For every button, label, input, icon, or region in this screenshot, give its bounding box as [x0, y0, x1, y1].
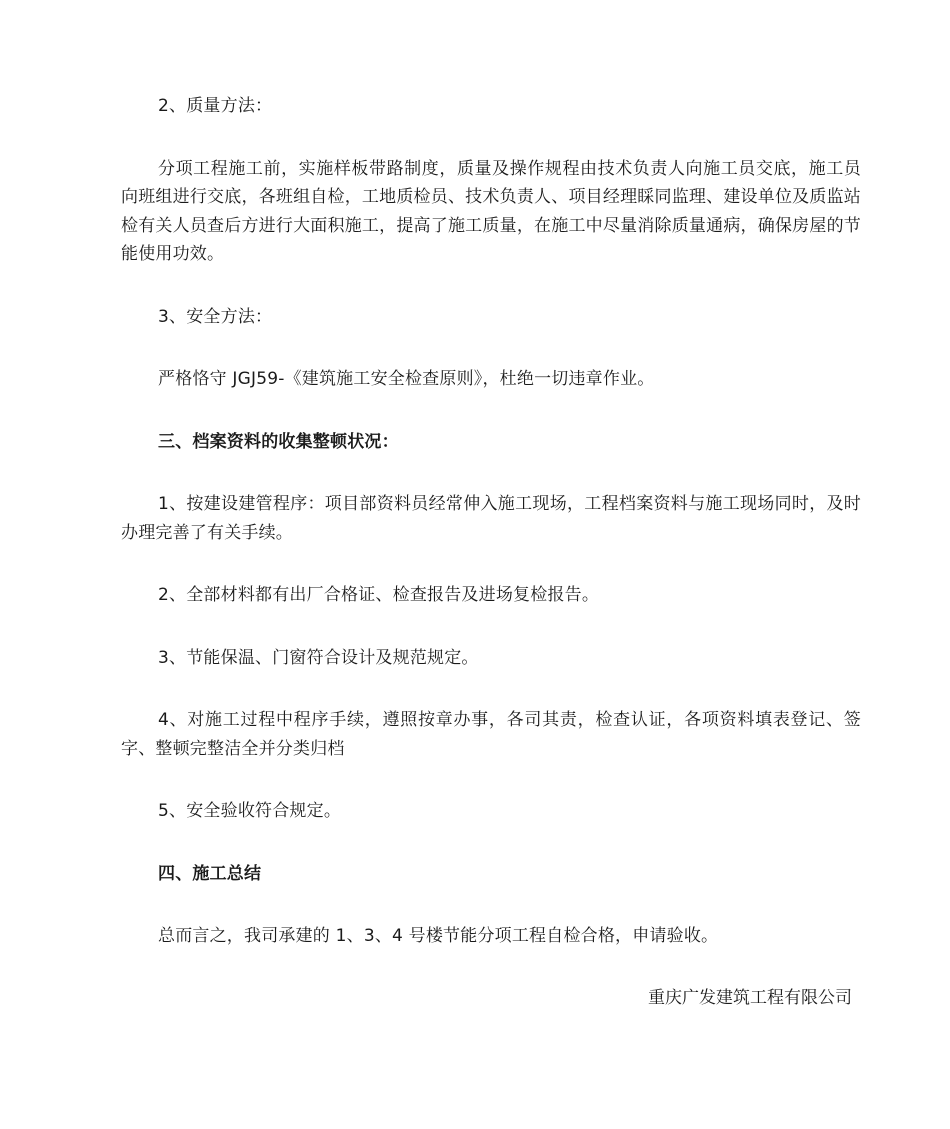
- paragraph-archives-item-5: 5、安全验收符合规定。: [158, 801, 342, 821]
- paragraph-archives-item-3: 3、节能保温、门窗符合设计及规范规定。: [158, 647, 479, 668]
- paragraph-quality-detail: 分项工程施工前，实施样板带路制度，质量及操作规程由技术负责人向施工员交底，施工员向班组进行交底，各班组自检，工地质检员、技术负责人、项目经理睬同监理、建设单位及质监站检有关人员查后方进行大面积施工，提高了施工质量，在施工中尽量消除质量通病，确保房屋的节能使用功效。: [121, 158, 861, 264]
- paragraph-archives-item-4: 4、对施工过程中程序手续，遵照按章办事，各司其责，检查认证，各项资料填表登记、签字、整顿完整洁全并分类归档: [121, 710, 861, 759]
- paragraph-summary: 总而言之，我司承建的 1、3、4 号楼节能分项工程自检合格，申请验收。: [158, 926, 719, 946]
- paragraph-archives-item-1: 1、按建设建管程序：项目部资料员经常伸入施工现场，工程档案资料与施工现场同时，及时办理完善了有关手续。: [121, 494, 861, 543]
- paragraph-archives-item-2: 2、全部材料都有出厂合格证、检查报告及进场复检报告。: [158, 585, 600, 605]
- company-signature: 重庆广发建筑工程有限公司: [648, 988, 852, 1008]
- document-body: [121, 92, 861, 951]
- section-heading-summary: 四、施工总结: [158, 863, 262, 884]
- section-heading-archives: 三、档案资料的收集整顿状况：: [158, 431, 399, 452]
- paragraph-safety-detail: 严格恪守 JGJ59-《建筑施工安全检查原则》，杜绝一切违章作业。: [158, 369, 655, 389]
- heading-quality-method: 2、质量方法：: [158, 96, 273, 116]
- heading-safety-method: 3、安全方法：: [158, 306, 273, 327]
